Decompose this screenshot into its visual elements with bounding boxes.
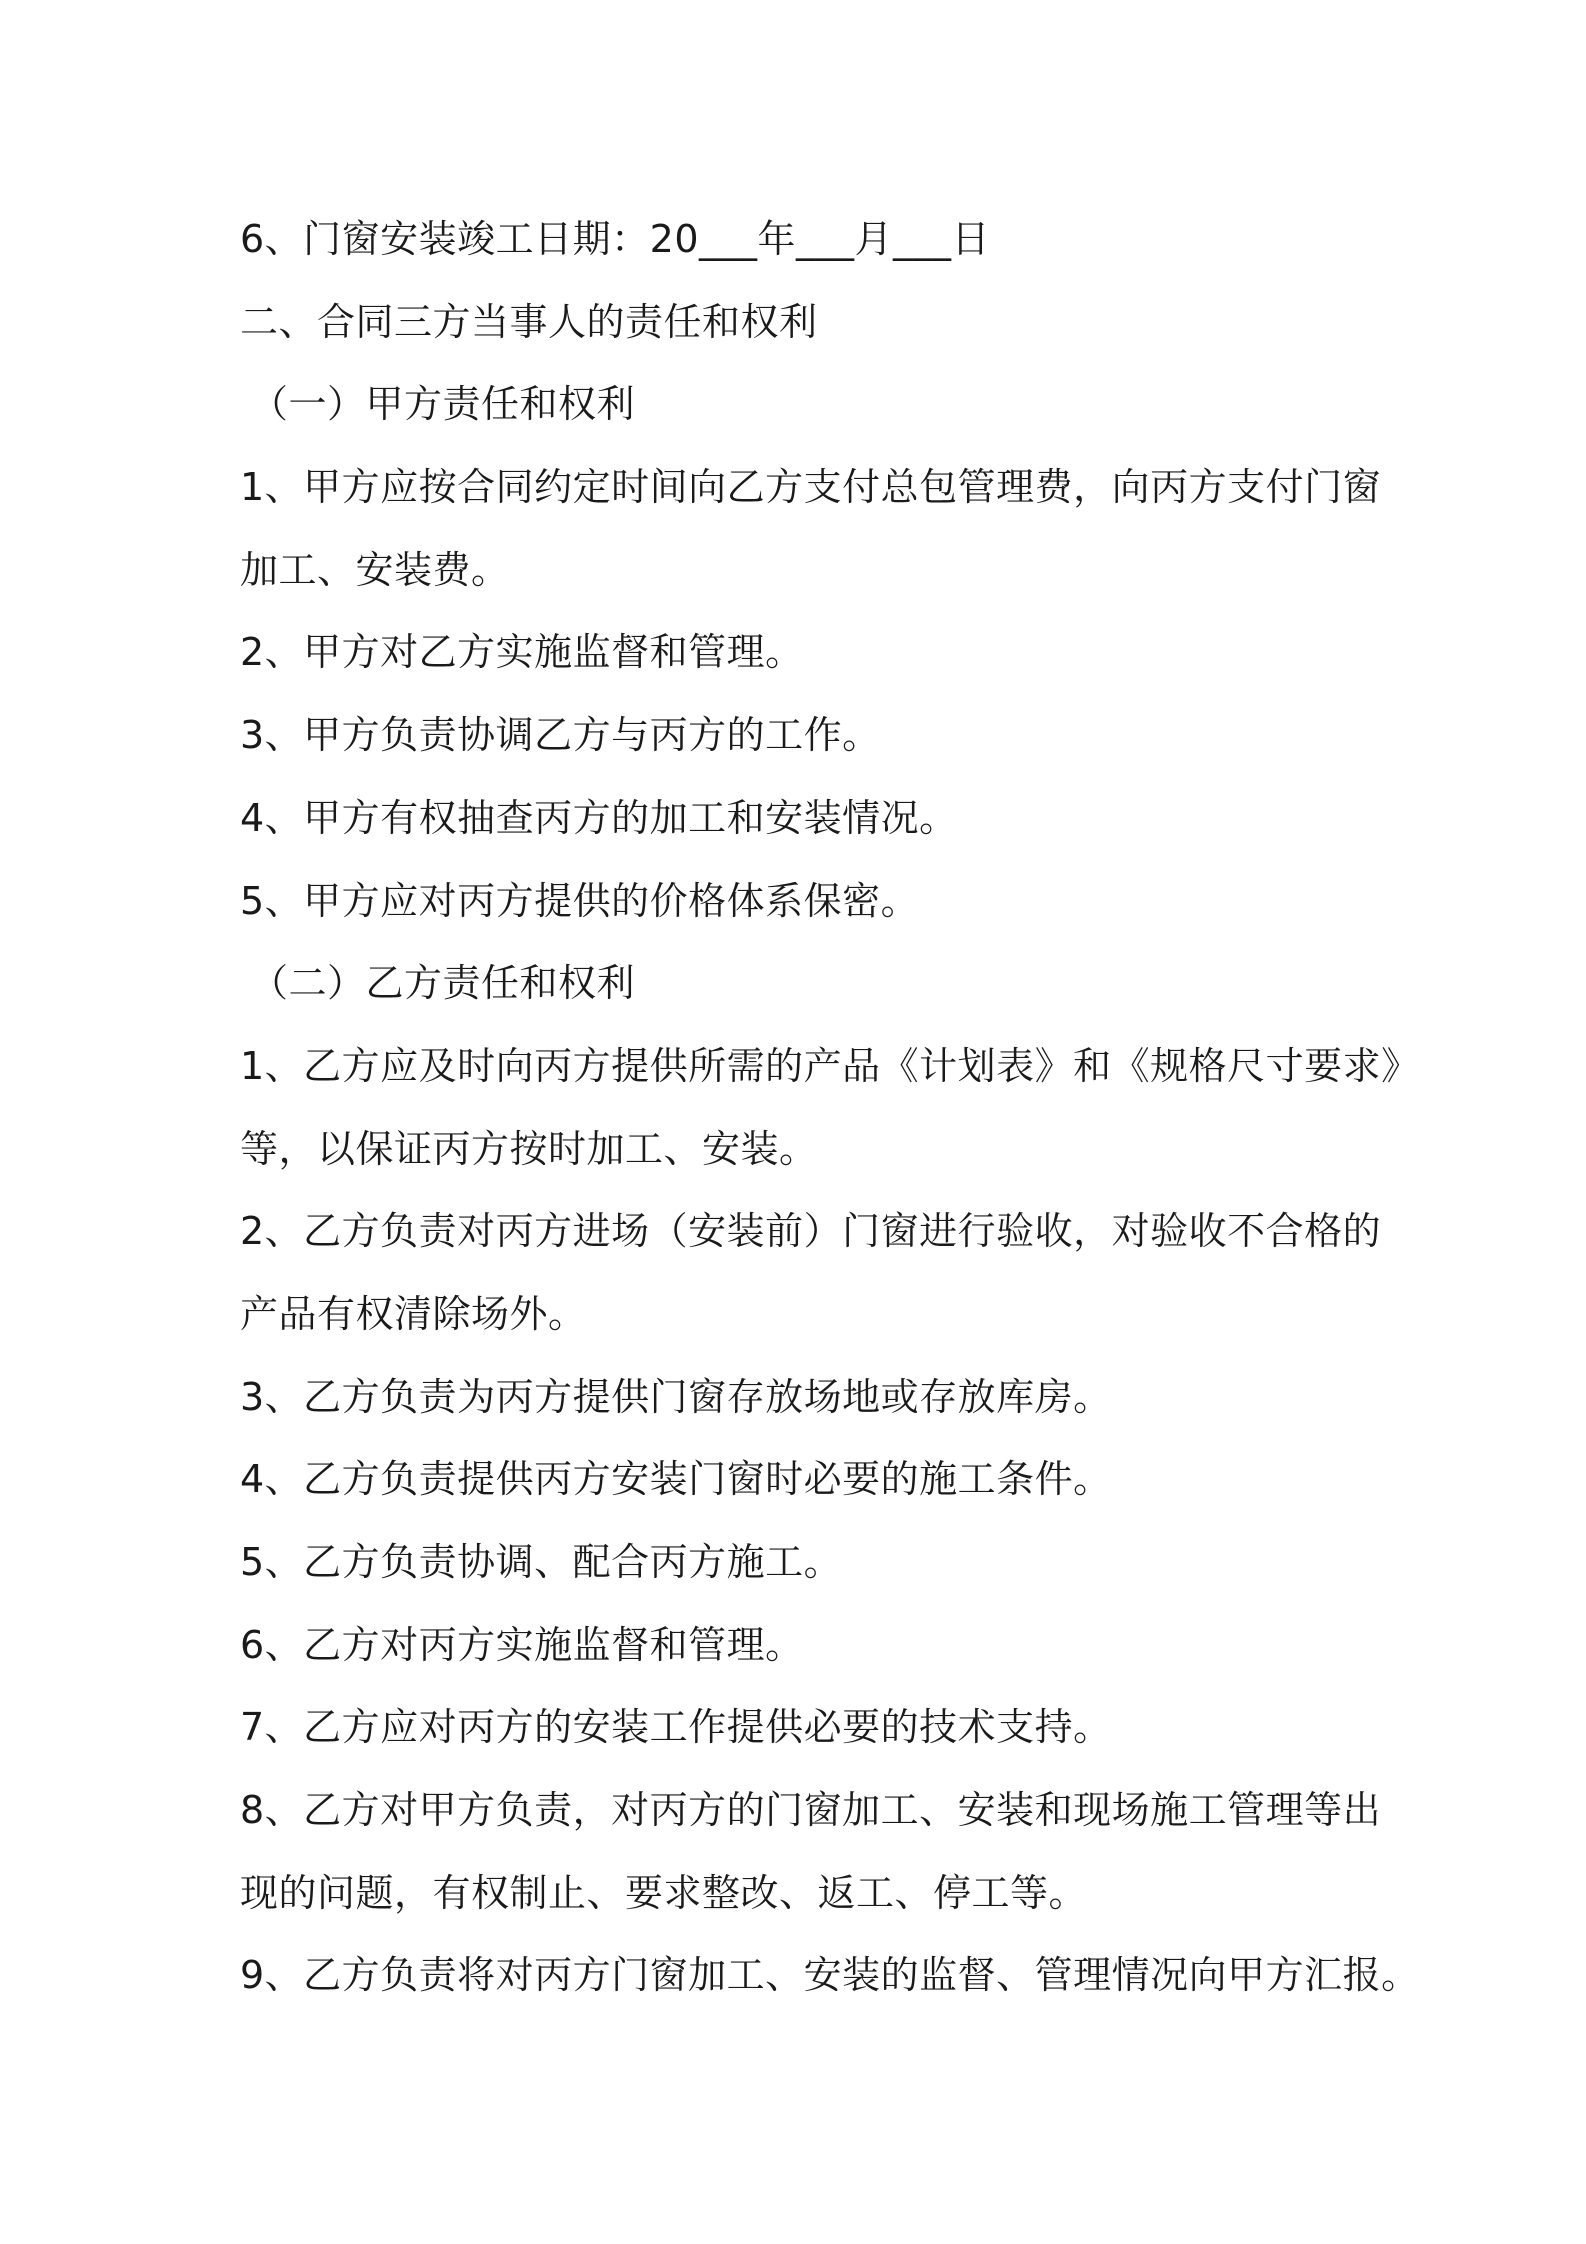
party-b-item-3: 3、乙方负责为丙方提供门窗存放场地或存放库房。 [240, 1374, 1112, 1419]
party-b-item-2-continued: 产品有权清除场外。 [240, 1291, 587, 1336]
party-b-item-1: 1、乙方应及时向丙方提供所需的产品《计划表》和《规格尺寸要求》 [240, 1043, 1420, 1088]
party-b-item-6: 6、乙方对丙方实施监督和管理。 [240, 1622, 804, 1667]
party-a-item-1: 1、甲方应按合同约定时间向乙方支付总包管理费，向丙方支付门窗 [240, 465, 1382, 510]
party-a-item-5: 5、甲方应对丙方提供的价格体系保密。 [240, 878, 920, 923]
party-a-item-1-continued: 加工、安装费。 [240, 547, 510, 592]
party-a-item-3: 3、甲方负责协调乙方与丙方的工作。 [240, 713, 881, 758]
subsection-heading-party-b: （二）乙方责任和权利 [250, 961, 636, 1006]
party-b-item-5: 5、乙方负责协调、配合丙方施工。 [240, 1540, 843, 1584]
party-b-item-1-continued: 等，以保证丙方按时加工、安装。 [240, 1126, 818, 1171]
party-b-item-2: 2、乙方负责对丙方进场（安装前）门窗进行验收，对验收不合格的 [240, 1209, 1382, 1254]
party-b-item-8-continued: 现的问题，有权制止、要求整改、返工、停工等。 [240, 1870, 1088, 1915]
party-b-item-9: 9、乙方负责将对丙方门窗加工、安装的监督、管理情况向甲方汇报。 [240, 1953, 1420, 1998]
party-b-item-7: 7、乙方应对丙方的安装工作提供必要的技术支持。 [240, 1705, 1112, 1750]
party-a-item-2: 2、甲方对乙方实施监督和管理。 [240, 630, 804, 675]
party-b-item-8: 8、乙方对甲方负责，对丙方的门窗加工、安装和现场施工管理等出 [240, 1788, 1382, 1833]
completion-date-line: 6、门窗安装竣工日期：20___年___月___日 [240, 217, 991, 261]
party-b-item-4: 4、乙方负责提供丙方安装门窗时必要的施工条件。 [240, 1457, 1112, 1502]
document-body [240, 198, 1420, 2017]
party-a-item-4: 4、甲方有权抽查丙方的加工和安装情况。 [240, 795, 958, 840]
section-heading-responsibilities: 二、合同三方当事人的责任和权利 [240, 299, 818, 344]
subsection-heading-party-a: （一）甲方责任和权利 [250, 382, 636, 427]
